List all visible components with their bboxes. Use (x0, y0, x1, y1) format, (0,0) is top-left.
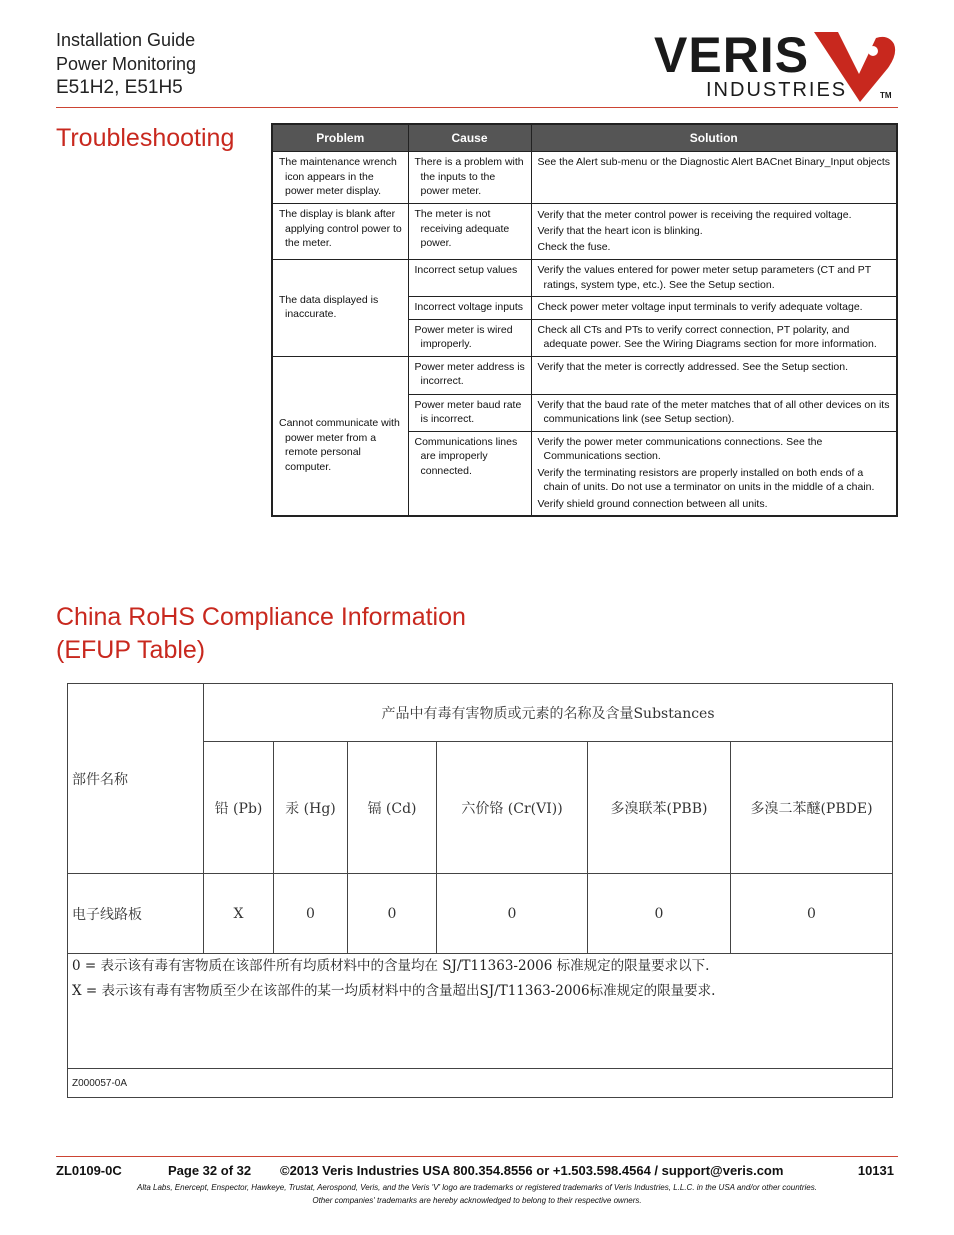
rohs-title-line1: China RoHS Compliance Information (56, 603, 466, 631)
value-cell: 0 (274, 874, 348, 954)
part-name-header: 部件名称 (68, 684, 204, 874)
value-cell: 0 (588, 874, 731, 954)
table-row (68, 874, 893, 954)
contact-info: ©2013 Veris Industries USA 800.354.8556 or +1.503.598.4564 / support@veris.com (280, 1163, 784, 1178)
header-rule (56, 107, 898, 108)
table-row (272, 260, 897, 297)
value-cell: 0 (348, 874, 437, 954)
logo-tm: TM (880, 91, 892, 100)
value-cell: X (204, 874, 274, 954)
page-number: Page 32 of 32 (168, 1163, 252, 1178)
cause-cell: Power meter address is incorrect. (408, 356, 531, 394)
substance-cadmium: 镉 (Cd) (348, 742, 437, 874)
footer-code: 10131 (857, 1163, 894, 1178)
cause-cell: Power meter baud rate is incorrect. (408, 394, 531, 431)
table-row (68, 954, 893, 1069)
problem-cell: The data displayed is inaccurate. (272, 260, 408, 357)
trademark-line1: Alta Labs, Enercept, Enspector, Hawkeye, Trustat, Aerospond, Veris, and the Veris 'V' logo are trademarks or registered trademarks of Veris Industries, L.L.C. in the USA and/or other countries. (137, 1183, 817, 1192)
part-label: 电子线路板 (68, 874, 204, 954)
problem-cell: Cannot communicate with power meter from a remote personal computer. (272, 356, 408, 516)
value-cell: 0 (437, 874, 588, 954)
solution-cell: Verify that the meter control power is receiving the required voltage. Verify that the heart icon is blinking. Check the fuse. (531, 204, 897, 260)
solution-cell: Verify the values entered for power meter setup parameters (CT and PT ratings, system type, etc.). See the Setup section. (531, 260, 897, 297)
troubleshooting-title: Troubleshooting (56, 124, 235, 152)
logo-brand: VERIS (654, 27, 810, 83)
solution-cell: Verify that the baud rate of the meter matches that of all other devices on its communications link (see Setup section). (531, 394, 897, 431)
solution-cell: Check all CTs and PTs to verify correct connection, PT polarity, and adequate power. See the Wiring Diagrams section for more information. (531, 319, 897, 356)
value-cell: 0 (731, 874, 893, 954)
problem-cell: The display is blank after applying control power to the meter. (272, 204, 408, 260)
legend-notes (68, 954, 893, 1069)
table-header-row (272, 124, 897, 152)
table-row (68, 684, 893, 742)
solution-cell: Verify that the meter is correctly addressed. See the Setup section. (531, 356, 897, 394)
rohs-title-line2: (EFUP Table) (56, 636, 206, 664)
table-row (68, 1069, 893, 1098)
model-numbers: E51H2, E51H5 (56, 77, 183, 98)
doc-number: ZL0109-0C (56, 1163, 122, 1178)
rohs-title (56, 601, 466, 667)
col-problem: Problem (272, 124, 408, 152)
product-line: Power Monitoring (56, 54, 197, 74)
doc-type: Installation Guide (56, 30, 196, 50)
efup-table (67, 683, 893, 1098)
col-solution: Solution (531, 124, 897, 152)
veris-logo (652, 24, 900, 104)
solution-cell: Verify the power meter communications connections. See the Communications section. Verify the terminating resistors are properly installed on both ends of a chain of units. Do not use a terminator on units in the middle of a chain. Verify shield ground connection between all units. (531, 431, 897, 516)
table-row (272, 204, 897, 260)
table-row (272, 152, 897, 204)
cause-cell: Incorrect voltage inputs (408, 297, 531, 320)
table-row (272, 356, 897, 394)
col-cause: Cause (408, 124, 531, 152)
solution-cell: See the Alert sub-menu or the Diagnostic Alert BACnet Binary_Input objects (531, 152, 897, 204)
trademark-line2: Other companies' trademarks are hereby acknowledged to belong to their respective owners. (312, 1196, 642, 1205)
note-o: 0 = 表示该有毒有害物质在该部件所有均质材料中的含量均在 SJ/T11363-2006 标准规定的限量要求以下. (72, 958, 710, 974)
cause-cell: The meter is not receiving adequate power. (408, 204, 531, 260)
table-code: Z000057-0A (68, 1069, 893, 1098)
note-x: X = 表示该有毒有害物质至少在该部件的某一均质材料中的含量超出SJ/T11363-2006标准规定的限量要求. (72, 983, 716, 999)
footer-rule (56, 1156, 898, 1157)
substance-lead: 铅 (Pb) (204, 742, 274, 874)
cause-cell: Communications lines are improperly connected. (408, 431, 531, 516)
document-header (56, 28, 196, 100)
cause-cell: There is a problem with the inputs to the power meter. (408, 152, 531, 204)
substances-header: 产品中有毒有害物质或元素的名称及含量Substances (204, 684, 893, 742)
cause-cell: Incorrect setup values (408, 260, 531, 297)
substance-mercury: 汞 (Hg) (274, 742, 348, 874)
solution-cell: Check power meter voltage input terminals to verify adequate voltage. (531, 297, 897, 320)
cause-cell: Power meter is wired improperly. (408, 319, 531, 356)
substance-pbb: 多溴联苯(PBB) (588, 742, 731, 874)
troubleshooting-table (271, 123, 898, 517)
substance-chromium: 六价铬 (Cr(VI)) (437, 742, 588, 874)
logo-dot (868, 46, 878, 56)
substance-pbde: 多溴二苯醚(PBDE) (731, 742, 893, 874)
problem-cell: The maintenance wrench icon appears in the power meter display. (272, 152, 408, 204)
logo-sub: INDUSTRIES (706, 79, 848, 101)
